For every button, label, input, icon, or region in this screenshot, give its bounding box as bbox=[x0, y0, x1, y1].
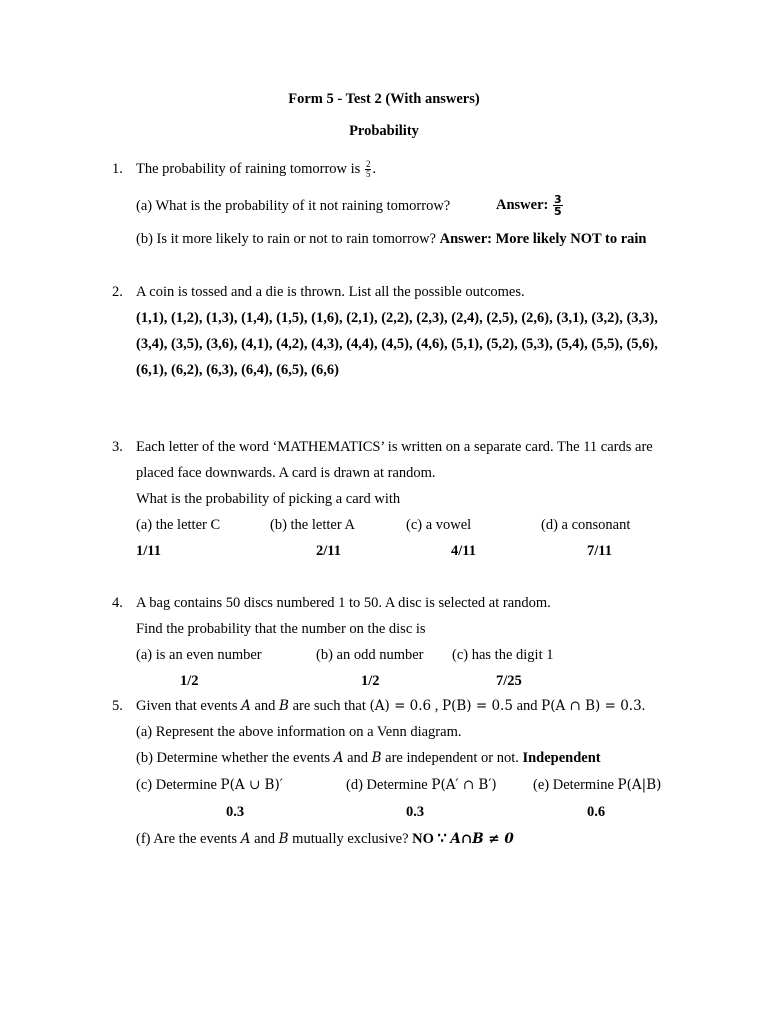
question-1b-answer: Answer: More likely NOT to rain bbox=[439, 231, 647, 247]
question-1b bbox=[136, 230, 647, 248]
page-subtitle: Probability bbox=[349, 123, 419, 139]
fraction-numerator: 3 bbox=[553, 193, 562, 207]
prob-b: P(B) = 0.5 bbox=[442, 698, 513, 714]
question-3-part-b: (b) the letter A bbox=[270, 517, 355, 533]
stem-text: . bbox=[641, 698, 646, 714]
fraction-numerator: 2 bbox=[365, 159, 371, 170]
question-4-answer-a: 1/2 bbox=[180, 673, 199, 689]
question-5e-expression: P(A|B) bbox=[617, 777, 662, 793]
fraction-denominator: 5 bbox=[553, 205, 562, 219]
question-3-line: placed face downwards. A card is drawn at random. bbox=[136, 465, 436, 481]
question-1-stem-text: The probability of raining tomorrow is bbox=[136, 161, 361, 177]
event-b: B bbox=[371, 750, 382, 766]
question-5d-text: (d) Determine bbox=[346, 777, 432, 793]
question-2-stem: A coin is tossed and a die is thrown. List all the possible outcomes. bbox=[136, 284, 525, 300]
question-5e-text: (e) Determine bbox=[533, 777, 618, 793]
question-5c-text: (c) Determine bbox=[136, 777, 221, 793]
question-5c-answer: 0.3 bbox=[226, 804, 245, 820]
question-2-answer-line: (1,1), (1,2), (1,3), (1,4), (1,5), (1,6), (2,1), (2,2), (2,3), (2,4), (2,5), (2,6), (3,1), (3,2), (3,3), bbox=[136, 310, 658, 326]
event-b: B bbox=[279, 698, 289, 714]
question-4-answer-b: 1/2 bbox=[361, 673, 380, 689]
question-3-part-c: (c) a vowel bbox=[406, 517, 472, 533]
question-3-answer-a: 1/11 bbox=[136, 543, 161, 559]
question-5f-text: (f) Are the events bbox=[136, 831, 241, 847]
question-5e-answer: 0.6 bbox=[587, 804, 606, 820]
question-1-fraction bbox=[365, 160, 372, 179]
question-5b-answer: Independent bbox=[522, 750, 601, 766]
question-5c-expression: P(A ∪ B)′ bbox=[220, 777, 283, 793]
question-3-number: 3. bbox=[112, 439, 123, 455]
question-5c bbox=[136, 776, 283, 794]
question-5a-text: (a) Represent the above information on a Venn diagram. bbox=[136, 724, 462, 740]
stem-text: and bbox=[512, 698, 542, 714]
question-4-part-c: (c) has the digit 1 bbox=[452, 647, 554, 663]
question-5b-text: are independent or not. bbox=[381, 750, 523, 766]
question-1-number: 1. bbox=[112, 161, 123, 177]
question-3-line: What is the probability of picking a card with bbox=[136, 491, 401, 507]
question-3-line: Each letter of the word ‘MATHEMATICS’ is written on a separate card. The 11 cards are bbox=[136, 439, 653, 455]
stem-text: , bbox=[431, 698, 443, 714]
question-5-number: 5. bbox=[112, 698, 123, 714]
question-4-number: 4. bbox=[112, 595, 123, 611]
question-1a-text: (a) What is the probability of it not raining tomorrow? bbox=[136, 198, 451, 214]
stem-text: and bbox=[250, 698, 280, 714]
stem-text: Given that events bbox=[136, 698, 242, 714]
event-a: A bbox=[241, 698, 251, 714]
question-4-line: A bag contains 50 discs numbered 1 to 50. A disc is selected at random. bbox=[136, 595, 551, 611]
question-5b-text: and bbox=[343, 750, 372, 766]
event-a: A bbox=[333, 750, 344, 766]
stem-text: are such that bbox=[288, 698, 370, 714]
question-5f-answer-expression: A∩B ≠ 0 bbox=[450, 831, 514, 847]
question-1a-answer bbox=[496, 189, 564, 221]
fraction-denominator: 5 bbox=[365, 169, 371, 180]
question-2-answer-line: (6,1), (6,2), (6,3), (6,4), (6,5), (6,6) bbox=[136, 362, 339, 378]
question-5e bbox=[533, 776, 661, 794]
question-2-number: 2. bbox=[112, 284, 123, 300]
question-3-answer-b: 2/11 bbox=[316, 543, 341, 559]
question-5-stem bbox=[136, 697, 645, 715]
question-4-part-a: (a) is an even number bbox=[136, 647, 262, 663]
question-5d-expression: P(A′ ∩ B′) bbox=[431, 777, 497, 793]
event-a: A bbox=[240, 831, 251, 847]
question-1b-text: (b) Is it more likely to rain or not to rain tomorrow? bbox=[136, 231, 436, 247]
page-title: Form 5 - Test 2 (With answers) bbox=[288, 91, 480, 107]
question-4-line: Find the probability that the number on the disc is bbox=[136, 621, 426, 637]
question-3-part-d: (d) a consonant bbox=[541, 517, 631, 533]
question-5b bbox=[136, 749, 601, 767]
answer-label: Answer: bbox=[496, 197, 549, 213]
question-5f bbox=[136, 830, 514, 848]
question-3-answer-c: 4/11 bbox=[451, 543, 476, 559]
question-1-stem bbox=[136, 156, 376, 182]
question-5d-answer: 0.3 bbox=[406, 804, 425, 820]
question-3-answer-d: 7/11 bbox=[587, 543, 612, 559]
question-2-answer-line: (3,4), (3,5), (3,6), (4,1), (4,2), (4,3), (4,4), (4,5), (4,6), (5,1), (5,2), (5,3), (5,4), (5,5), (5,6), bbox=[136, 336, 658, 352]
prob-a-and-b: P(A ∩ B) = 0.3 bbox=[541, 698, 642, 714]
question-5d bbox=[346, 776, 497, 794]
event-b: B bbox=[278, 831, 289, 847]
question-4-part-b: (b) an odd number bbox=[316, 647, 424, 663]
question-5b-text: (b) Determine whether the events bbox=[136, 750, 334, 766]
question-5f-answer: NO ∵ bbox=[412, 831, 451, 847]
prob-a: (A) = 0.6 bbox=[369, 698, 432, 714]
question-1-stem-period: . bbox=[372, 161, 377, 177]
question-4-answer-c: 7/25 bbox=[496, 673, 522, 689]
question-5f-text: mutually exclusive? bbox=[288, 831, 413, 847]
question-5f-text: and bbox=[250, 831, 279, 847]
question-3-part-a: (a) the letter C bbox=[136, 517, 221, 533]
question-1a-answer-fraction bbox=[553, 194, 563, 217]
